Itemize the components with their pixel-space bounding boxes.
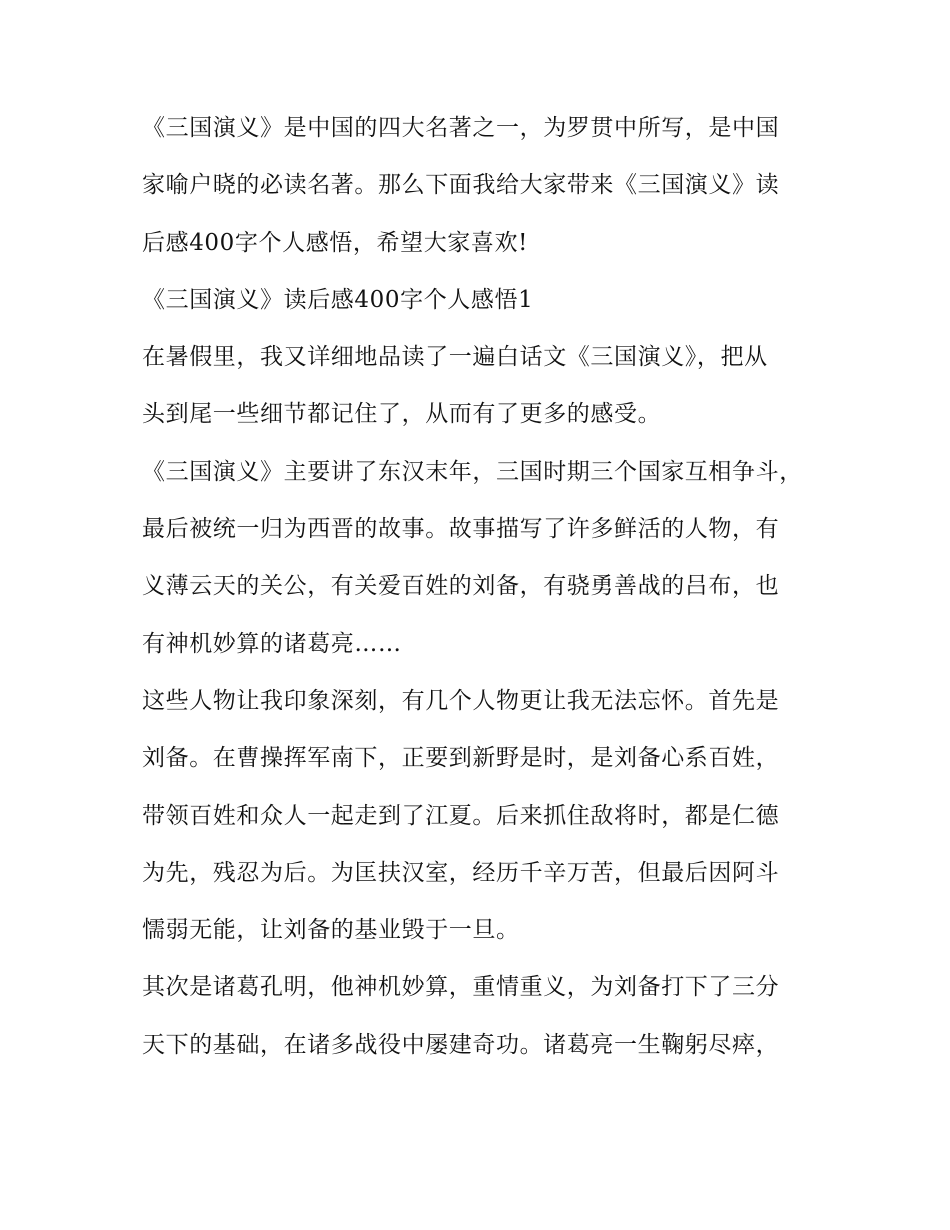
text-line: 《三国演义》主要讲了东汉末年，三国时期三个国家互相争斗， (142, 458, 803, 485)
text-line: 最后被统一归为西晋的故事。故事描写了许多鲜活的人物，有 (142, 516, 780, 543)
text-line: 其次是诸葛孔明，他神机妙算，重情重义，为刘备打下了三分 (142, 974, 780, 1001)
text-line: 后感400字个人感悟，希望大家喜欢! (142, 229, 528, 256)
text-line: 懦弱无能，让刘备的基业毁于一旦。 (142, 917, 520, 944)
text-line: 义薄云天的关公，有关爱百姓的刘备，有骁勇善战的吕布，也 (142, 573, 780, 600)
text-line: 刘备。在曹操挥军南下，正要到新野是时，是刘备心系百姓， (142, 745, 780, 772)
text-line: 在暑假里，我又详细地品读了一遍白话文《三国演义》，把从 (142, 344, 768, 371)
text-line: 头到尾一些细节都记住了，从而有了更多的感受。 (142, 401, 662, 428)
document-body (142, 107, 832, 1081)
text-line: 这些人物让我印象深刻，有几个人物更让我无法忘怀。首先是 (142, 687, 780, 714)
text-line: 《三国演义》是中国的四大名著之一，为罗贯中所写，是中国 (142, 115, 780, 141)
section-heading: 《三国演义》读后感400字个人感悟1 (142, 286, 534, 313)
text-line: 为先，残忍为后。为匡扶汉室，经历千辛万苦，但最后因阿斗 (142, 859, 780, 886)
text-line: 天下的基础，在诸多战役中屡建奇功。诸葛亮一生鞠躬尽瘁， (142, 1031, 780, 1058)
text-line: 家喻户晓的必读名著。那么下面我给大家带来《三国演义》读 (142, 172, 780, 199)
text-line: 带领百姓和众人一起走到了江夏。后来抓住敌将时，都是仁德 (142, 802, 780, 829)
text-line: 有神机妙算的诸葛亮…… (142, 630, 402, 657)
